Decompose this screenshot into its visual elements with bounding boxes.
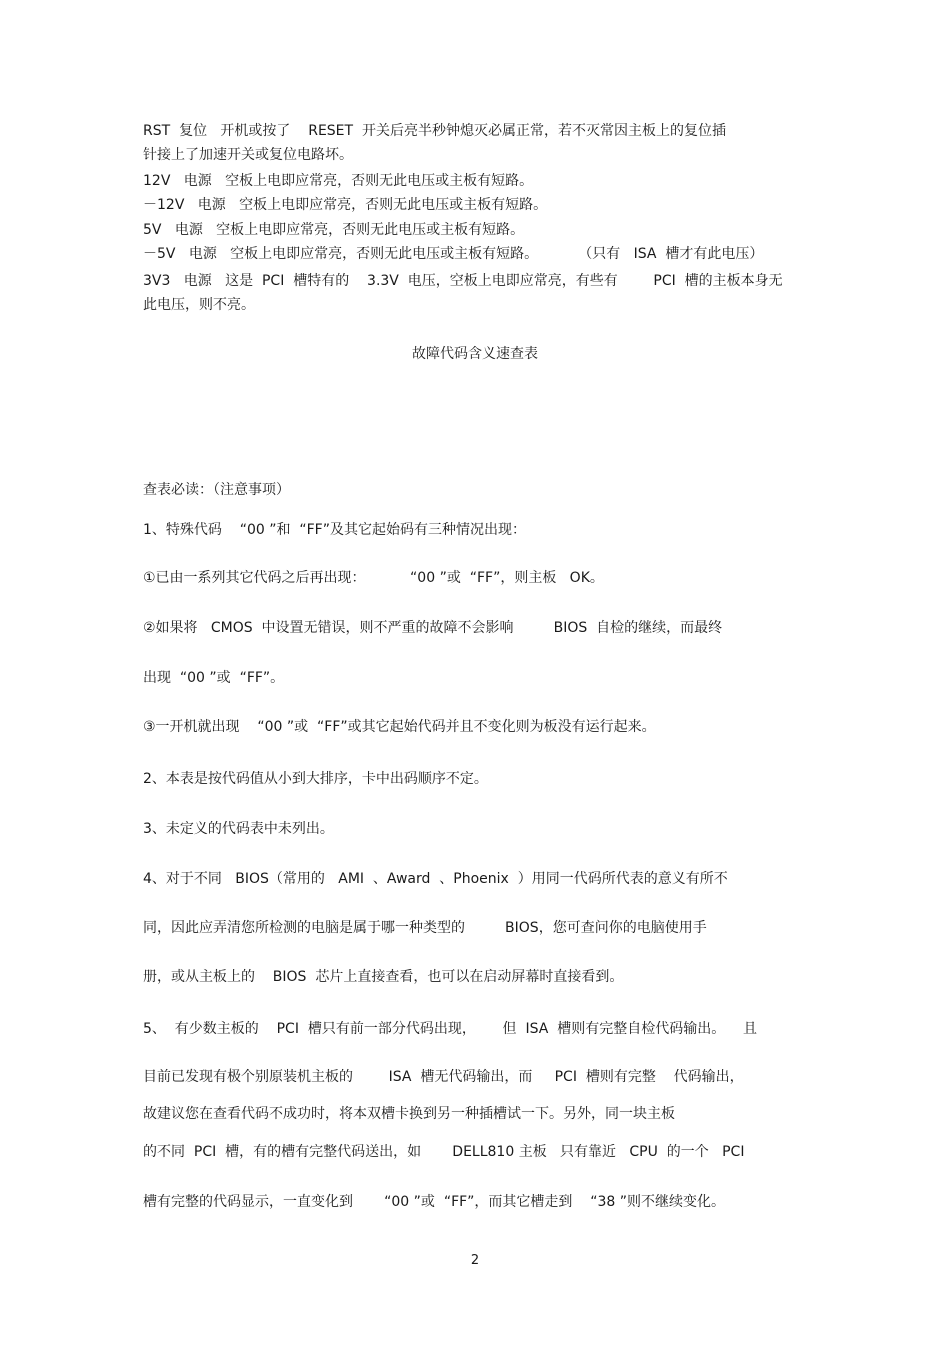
rst-line-1: RST 复位 开机或按了 RESET 开关后亮半秒钟熄灭必属正常，若不灭常因主板上的复位插 — [143, 123, 726, 139]
page-number: 2 — [470, 1253, 480, 1268]
note-5-line-3: 故建议您在查看代码不成功时，将本双槽卡换到另一种插槽试一下。另外，同一块主板 — [143, 1106, 675, 1122]
note-5-line-5: 槽有完整的代码显示，一直变化到 “00 ”或 “FF”，而其它槽走到 “38 ”则不继续变化。 — [143, 1194, 726, 1210]
vm12-line: －12V 电源 空板上电即应常亮，否则无此电压或主板有短路。 — [143, 197, 548, 213]
note-4-line-2: 同，因此应弄清您所检测的电脑是属于哪一种类型的 BIOS，您可查问你的电脑使用手 — [143, 920, 707, 936]
note-4-line-1: 4、对于不同 BIOS（常用的 AMI 、Award 、Phoenix ）用同一代码所代表的意义有所不 — [143, 871, 728, 887]
note-5-line-4: 的不同 PCI 槽，有的槽有完整代码送出，如 DELL810 主板 只有靠近 CPU 的一个 PCI — [143, 1144, 745, 1160]
note-1b-line-2: 出现 “00 ”或 “FF”。 — [143, 670, 285, 686]
table-title: 故障代码含义速查表 — [412, 346, 538, 362]
note-1b-line-1: ②如果将 CMOS 中设置无错误，则不严重的故障不会影响 BIOS 自检的继续，而最终 — [143, 620, 723, 636]
v3v3-line-2: 此电压，则不亮。 — [143, 297, 255, 313]
note-1c: ③一开机就出现 “00 ”或 “FF”或其它起始代码并且不变化则为板没有运行起来。 — [143, 719, 656, 735]
note-1: 1、特殊代码 “00 ”和 “FF”及其它起始码有三种情况出现： — [143, 522, 526, 538]
note-2: 2、本表是按代码值从小到大排序，卡中出码顺序不定。 — [143, 771, 488, 787]
v12-line: 12V 电源 空板上电即应常亮，否则无此电压或主板有短路。 — [143, 173, 534, 189]
vm5-line: －5V 电源 空板上电即应常亮，否则无此电压或主板有短路。 （只有 ISA 槽才有此电压） — [143, 246, 764, 262]
v5-line: 5V 电源 空板上电即应常亮，否则无此电压或主板有短路。 — [143, 222, 525, 238]
note-4-line-3: 册，或从主板上的 BIOS 芯片上直接查看，也可以在启动屏幕时直接看到。 — [143, 969, 624, 985]
rst-line-2: 针接上了加速开关或复位电路坏。 — [143, 147, 353, 163]
v3v3-line-1: 3V3 电源 这是 PCI 槽特有的 3.3V 电压，空板上电即应常亮，有些有 PCI 槽的主板本身无 — [143, 273, 783, 289]
note-5-line-1: 5、 有少数主板的 PCI 槽只有前一部分代码出现， 但 ISA 槽则有完整自检代码输出。 且 — [143, 1021, 758, 1037]
notes-heading: 查表必读：（注意事项） — [143, 482, 290, 498]
note-3: 3、未定义的代码表中未列出。 — [143, 821, 334, 837]
note-1a: ①已由一系列其它代码之后再出现： “00 ”或 “FF”，则主板 OK。 — [143, 570, 604, 586]
note-5-line-2: 目前已发现有极个别原装机主板的 ISA 槽无代码输出，而 PCI 槽则有完整 代码输出， — [143, 1069, 744, 1085]
